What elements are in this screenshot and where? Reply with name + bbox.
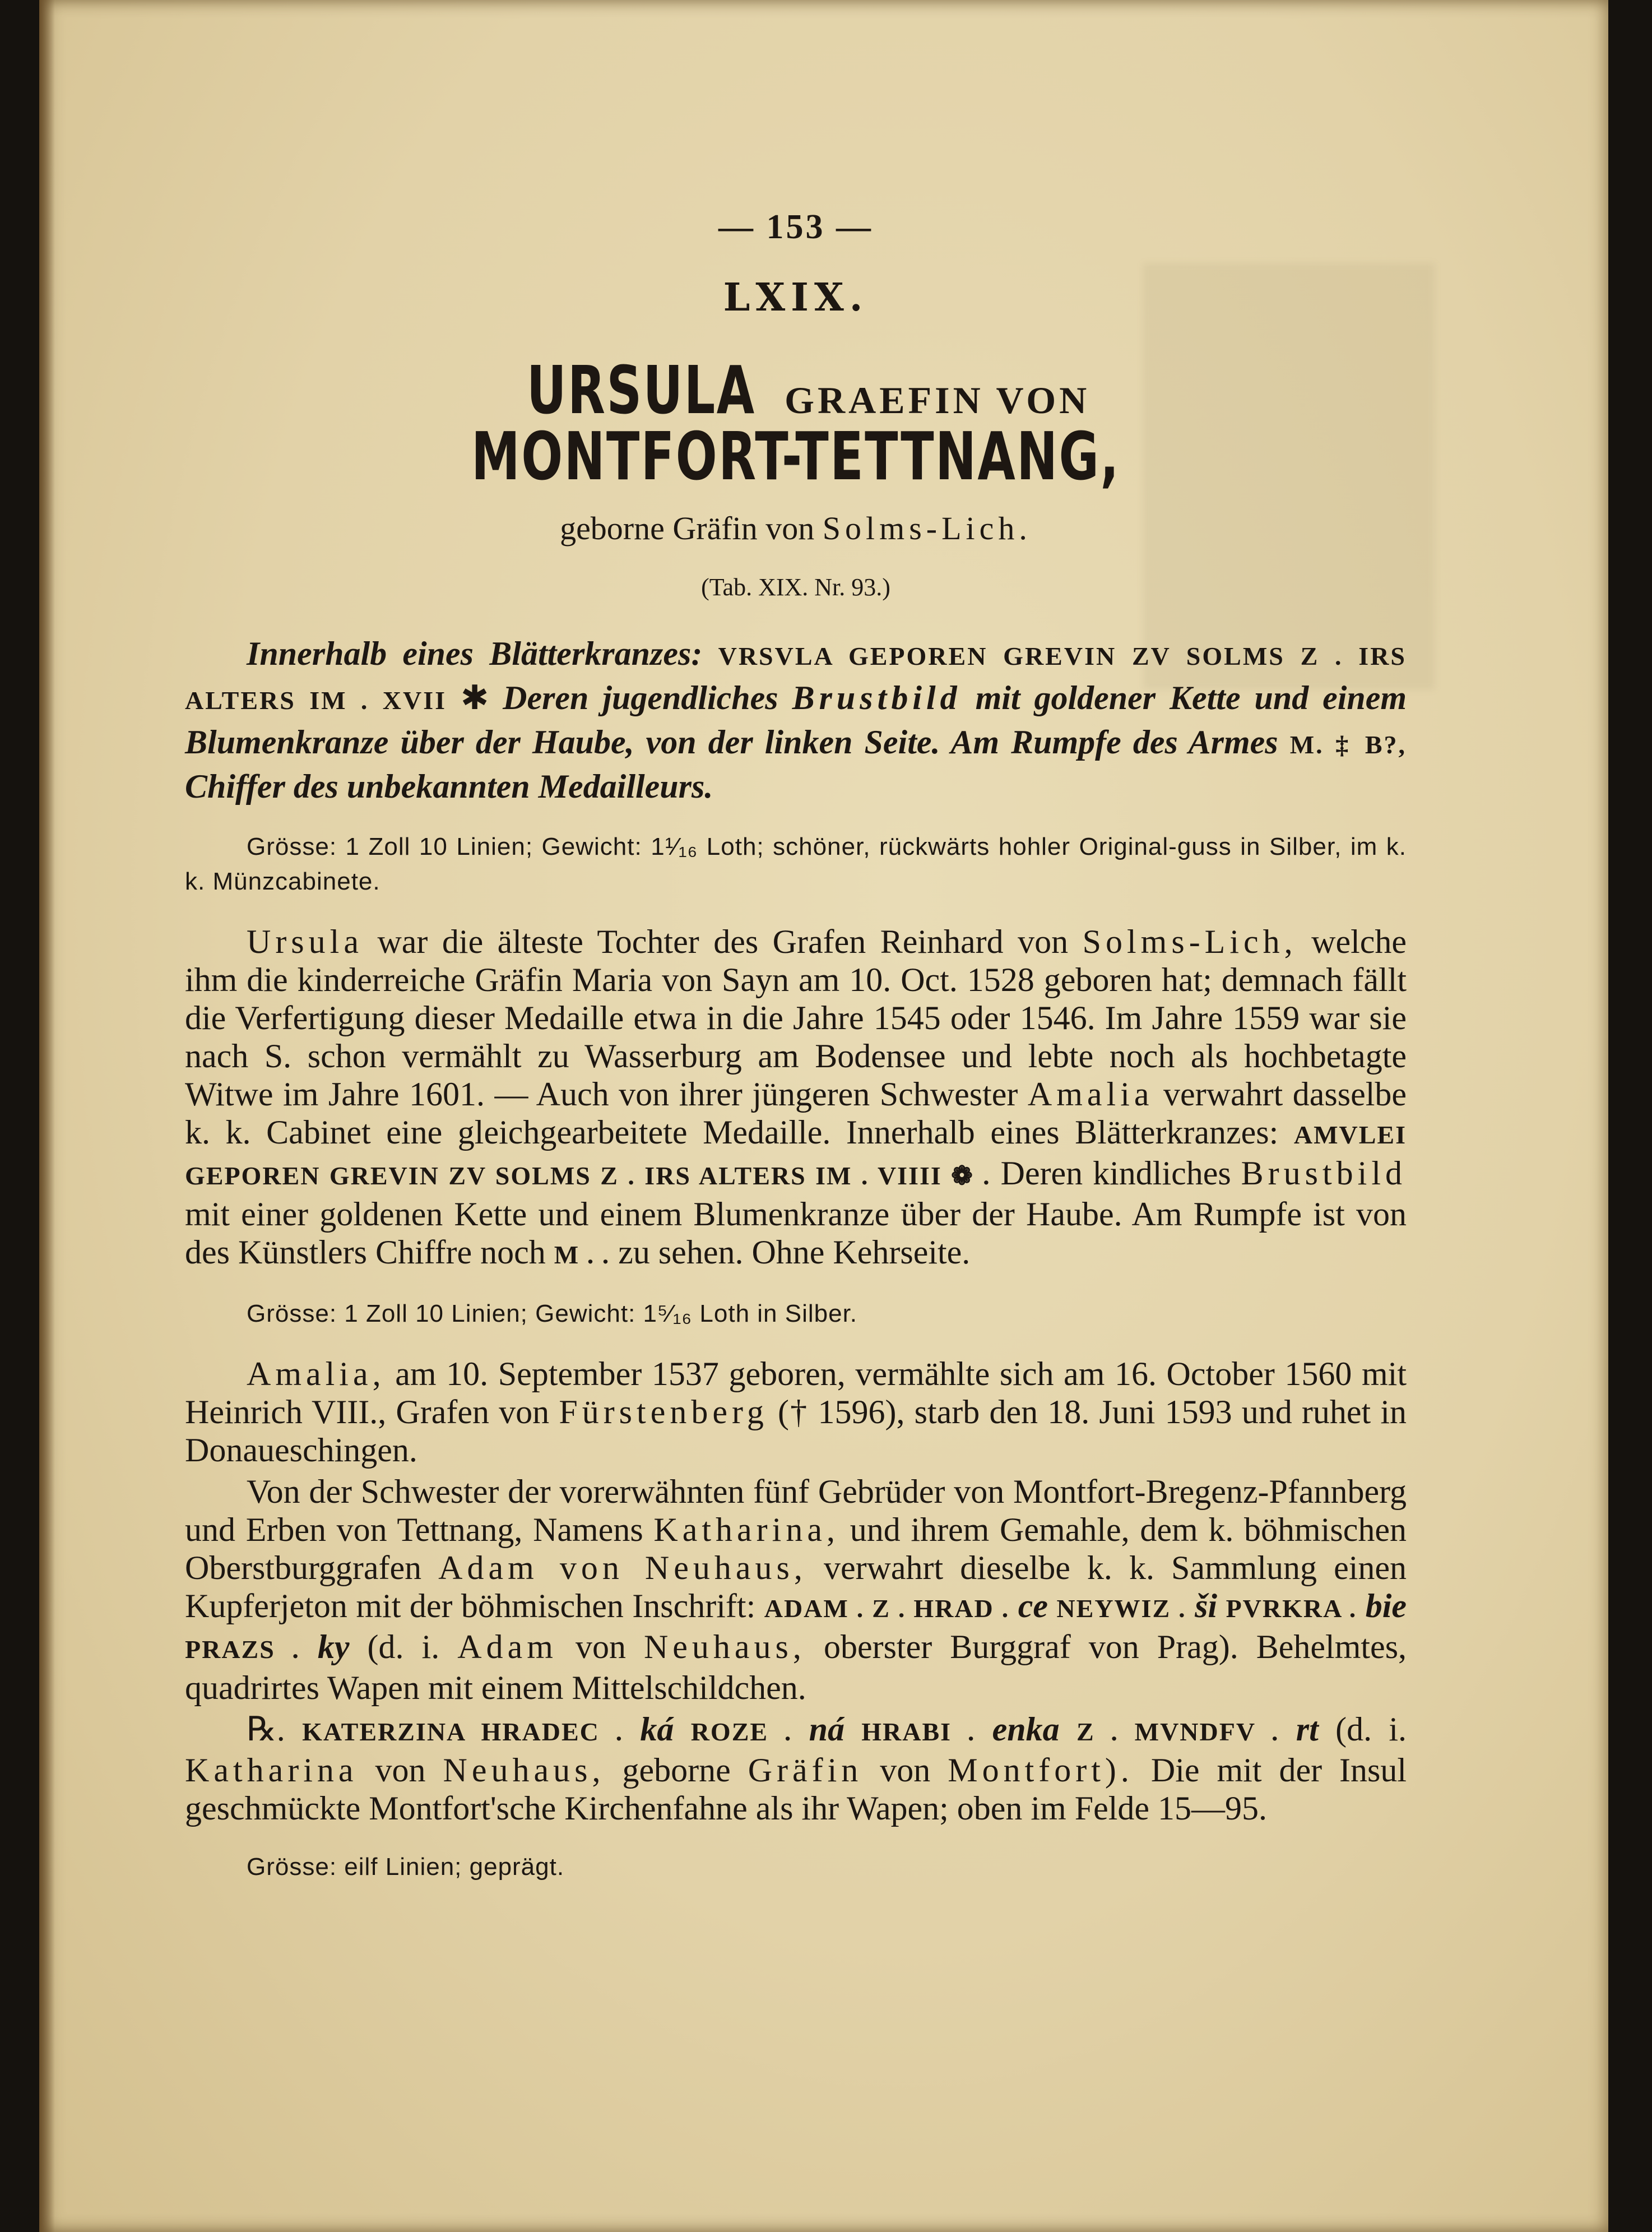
inscription-part: PVRKRA . — [1226, 1594, 1357, 1623]
name-adam: Adam — [457, 1628, 558, 1665]
inscription-part: Z . MVNDFV . — [1076, 1717, 1279, 1746]
reverse-symbol: ℞. — [247, 1711, 285, 1748]
inscription-part: KATERZINA HRADEC . — [302, 1717, 624, 1746]
paragraph-amalia — [185, 1355, 1407, 1469]
subtitle-prefix: geborne Gräfin von — [560, 510, 815, 547]
inscription-part: NEYWIZ . — [1056, 1594, 1186, 1623]
name-katharina: Katharina, — [653, 1511, 839, 1548]
inscription-italic: enka — [992, 1711, 1060, 1748]
text-span: mit einer goldenen Kette und einem Blumenkranze über der Haube. Am Rumpfe ist von des Künstlers Chiffre noch — [185, 1196, 1407, 1271]
name-neuhaus: Neuhaus, — [643, 1628, 806, 1665]
desc-intro: Innerhalb eines Blätterkranzes: — [247, 635, 703, 672]
title-name: URSULA — [526, 351, 756, 429]
section-number: LXIX. — [723, 275, 869, 320]
entry-subtitle — [185, 510, 1407, 547]
name-ursula: Ursula — [247, 923, 363, 960]
measurement-note-2: Grösse: 1 Zoll 10 Linien; Gewicht: 1⁵⁄₁₆ Loth in Silber. — [247, 1300, 858, 1327]
text-span: (d. i. — [367, 1628, 440, 1665]
paragraph-katharina — [185, 1472, 1407, 1707]
title-connector: GRAEFIN VON — [785, 379, 1090, 422]
desc-mark: M. ‡ B?, — [1289, 730, 1407, 759]
measurement-note-3: Grösse: eilf Linien; geprägt. — [247, 1853, 565, 1881]
paragraph-ursula — [185, 923, 1407, 1274]
text-span: verwahrt dasselbe k. k. Cabinet eine gleichgearbeitete Medaille. Innerhalb eines Blätterkranzes: — [185, 1076, 1407, 1151]
name-fuerstenberg: Fürstenberg — [559, 1393, 768, 1430]
desc-part2: mit goldener Kette und einem Blumenkranze über der Haube, von der linken Seite. Am Rumpfe des Armes — [185, 679, 1407, 761]
desc-part1: Deren jugendliches — [503, 679, 778, 716]
measurement-note-1: Grösse: 1 Zoll 10 Linien; Gewicht: 1¹⁄₁₆ Loth; schöner, rückwärts hohler Original-guss in Silber, im k. k. Münzcabinete. — [185, 833, 1407, 895]
name-katharina: Katharina — [185, 1752, 358, 1789]
inscription-italic: ši — [1195, 1587, 1218, 1624]
star-ornament-icon: ✱ — [460, 679, 489, 716]
medal-description — [185, 633, 1407, 807]
inscription-italic: bie — [1365, 1587, 1407, 1624]
text-span: von — [575, 1628, 626, 1665]
desc-inscription: VRSVLA GEPOREN GREVIN ZV SOLMS Z . IRS ALTERS IM . XVII — [185, 642, 1407, 715]
page-number: — 153 — — [718, 208, 873, 246]
desc-part3: Chiffer des unbekannten Medailleurs. — [185, 768, 713, 805]
subtitle-name: Solms-Lich. — [822, 510, 1032, 547]
name-montfort: Montfort). — [948, 1752, 1134, 1789]
name-amalia: Amalia — [1027, 1076, 1154, 1113]
word-graefin: Gräfin — [748, 1752, 863, 1789]
inscription-italic: ce — [1018, 1587, 1048, 1624]
title-house: MONTFORT-TETTNANG, — [471, 418, 1120, 495]
inscription-italic: ná — [809, 1711, 844, 1748]
text-span: († 1596), starb den 18. Juni 1593 und ruhet in Donaueschingen. — [185, 1393, 1407, 1469]
text-span: zu sehen. Ohne Kehrseite. — [618, 1234, 971, 1271]
name-neuhaus: Neuhaus, — [443, 1752, 605, 1789]
page-text — [185, 185, 1407, 1884]
desc-brustbild: Brustbild — [792, 679, 962, 716]
name-solms-lich: Solms-Lich, — [1082, 923, 1297, 960]
text-span: war die älteste Tochter des Grafen Reinhard von — [377, 923, 1069, 960]
text-span: Deren kindliches — [1000, 1155, 1231, 1192]
text-span: verwahrt dieselbe k. k. Sammlung einen Kupferjeton mit der böhmischen Inschrift: — [185, 1549, 1407, 1624]
text-span: Von der Schwester der vorerwähnten fünf Gebrüder von Montfort-Bregenz-Pfannberg und Erben von Tettnang, Namens — [185, 1473, 1407, 1548]
page-gutter-shadow — [39, 0, 55, 2232]
entry-title — [185, 351, 1407, 495]
text-span: oberster Burggraf von Prag). Behelmtes, quadrirtes Wapen mit einem Mittelschildchen. — [185, 1628, 1407, 1706]
text-span: geborne — [622, 1752, 731, 1789]
inscription-part: ADAM . Z . HRAD . — [764, 1594, 1010, 1623]
name-adam-neuhaus: Adam von Neuhaus, — [438, 1549, 807, 1586]
paragraph-reverse — [185, 1710, 1407, 1827]
inscription-italic: ky — [317, 1628, 350, 1665]
text-span: am 10. September 1537 geboren, vermählte sich am 16. October 1560 mit Heinrich VIII., Grafen von — [185, 1355, 1407, 1430]
inscription-amalia: AMVLEI GEPOREN GREVIN ZV SOLMS Z . IRS ALTERS IM . VIIII ❁ . — [185, 1120, 1407, 1190]
text-span: welche ihm die kinderreiche Gräfin Maria von Sayn am 10. Oct. 1528 geboren hat; demnach fällt die Verfertigung dieser Medaille etwa in die Jahre 1545 oder 1546. Im Jahre 1559 war sie nach S. schon vermählt zu Wasserburg am Bodensee und lebte noch als hochbetagte Witwe im Jahre 1601. — Auch von ihrer jüngeren Schwester — [185, 923, 1407, 1113]
inscription-part: PRAZS . — [185, 1635, 300, 1664]
text-span: von — [880, 1752, 931, 1789]
word-brustbild: Brustbild — [1241, 1155, 1407, 1192]
name-amalia: Amalia, — [247, 1355, 386, 1392]
text-span: und ihrem Gemahle, dem k. böhmischen Oberstburggrafen — [185, 1511, 1407, 1586]
plate-reference: (Tab. XIX. Nr. 93.) — [701, 573, 890, 601]
chiffre-mark: M . . — [554, 1240, 610, 1269]
inscription-italic: ká — [640, 1711, 674, 1748]
text-span: Die mit der Insul geschmückte Montfort'sche Kirchenfahne als ihr Wapen; oben im Felde 15—95. — [185, 1752, 1407, 1827]
inscription-part: HRABI . — [861, 1717, 976, 1746]
text-span: von — [375, 1752, 426, 1789]
inscription-italic: rt — [1296, 1711, 1319, 1748]
inscription-part: ROZE . — [690, 1717, 792, 1746]
text-span: (d. i. — [1335, 1711, 1407, 1748]
